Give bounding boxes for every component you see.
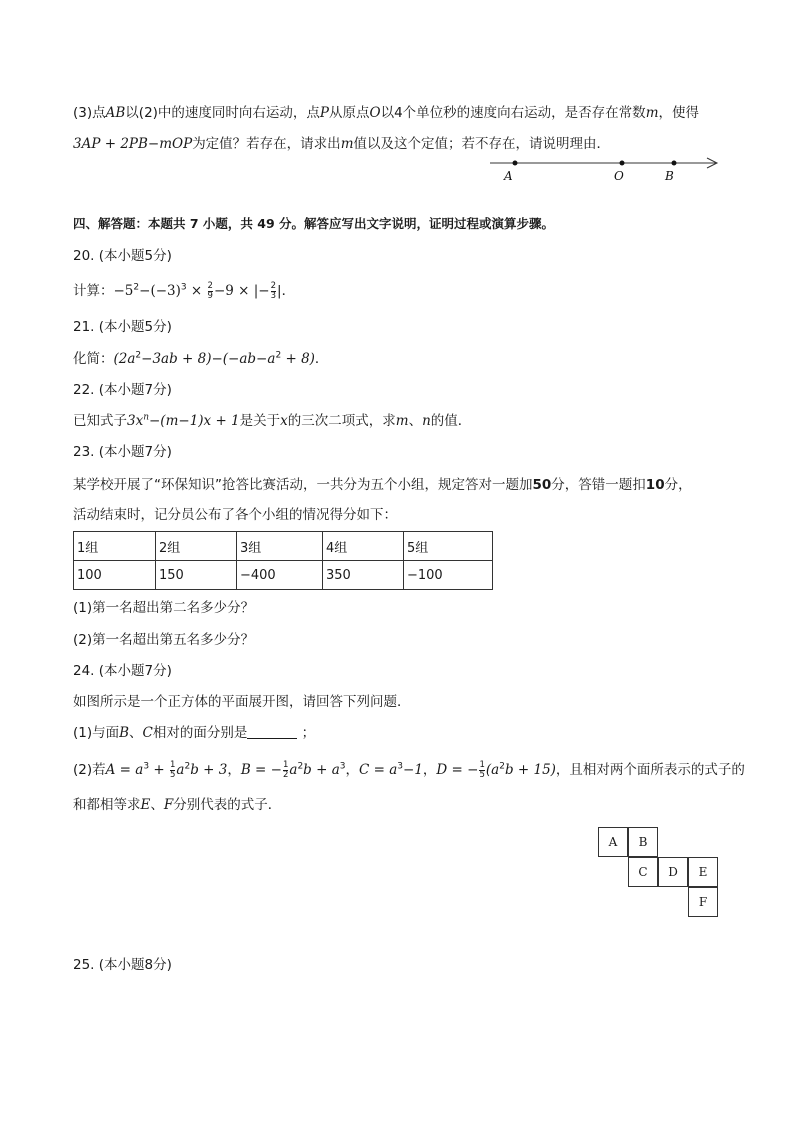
score-table <box>73 531 493 590</box>
q24-sub2-line2: 和都相等求E、F分别代表的式子． <box>73 797 282 813</box>
net-face-e: E <box>688 857 718 887</box>
point-b <box>672 161 677 166</box>
q23-sub1: (1)第一名超出第二名多少分？ <box>73 600 255 616</box>
q22-header: 22. (本小题7分) <box>73 382 172 398</box>
table-value-cell: −400 <box>237 561 323 590</box>
net-face-b: B <box>628 827 658 857</box>
point-a <box>513 161 518 166</box>
q24-sub1: (1)与面B、C相对的面分别是 ； <box>73 725 316 741</box>
q20-header: 20. (本小题5分) <box>73 248 172 264</box>
q20-body: 计算：$-5^2-(-3)^3$ × $\frac{2}{9}$ −9 × |− $\frac{2}{3}$ |． <box>73 280 296 301</box>
q24-sub2-line1: (2)若$A = a^3$ + $\frac{1}{5}$ $a^2b + 3$，B = − $\frac{1}{2}$ $a^2b + a^3$，$C = a^3-1$，D = − $\frac{1}{5}$ $(a^2b + 15)$，且相对两个面所表示的式子的 <box>73 759 745 780</box>
table-value-cell: −100 <box>404 561 493 590</box>
q23-line2: 活动结束时，记分员公布了各个小组的情况得分如下： <box>73 507 397 523</box>
net-face-d: D <box>658 857 688 887</box>
q25-header: 25. (本小题8分) <box>73 957 172 973</box>
fraction-2-3: $\frac{2}{3}$ <box>270 280 277 301</box>
fraction-1-5: $\frac{1}{5}$ <box>169 759 176 780</box>
fraction-1-5-d: $\frac{1}{5}$ <box>479 759 485 780</box>
table-header-cell: 2组 <box>156 532 237 561</box>
table-header-cell: 3组 <box>237 532 323 561</box>
section-heading: 四、解答题：本题共 7 小题，共 49 分。解答应写出文字说明，证明过程或演算步骤。 <box>73 216 555 231</box>
q22-body: 已知式子$3x^n-(m-1)x + 1$是关于x的三次二项式，求m、n的值． <box>73 412 472 429</box>
fraction-1-2: $\frac{1}{2}$ <box>282 759 289 780</box>
table-value-cell: 150 <box>156 561 237 590</box>
table-header-cell: 5组 <box>404 532 493 561</box>
table-header-cell: 4组 <box>323 532 404 561</box>
q23-header: 23. (本小题7分) <box>73 444 172 460</box>
q23-sub2: (2)第一名超出第五名多少分？ <box>73 632 255 648</box>
table-row-values <box>74 561 493 590</box>
label-b: B <box>665 169 674 183</box>
q19-part3-line2: 3AP + 2PB−mOP为定值？若存在，请求出m值以及这个定值；若不存在，请说明理由． <box>73 136 610 152</box>
table-value-cell: 350 <box>323 561 404 590</box>
q24-intro: 如图所示是一个正方体的平面展开图，请回答下列问题． <box>73 694 411 710</box>
table-header-cell: 1组 <box>74 532 156 561</box>
point-o <box>620 161 625 166</box>
answer-blank[interactable] <box>247 724 297 739</box>
q24-header: 24. (本小题7分) <box>73 663 172 679</box>
net-face-a: A <box>598 827 628 857</box>
q21-body: 化简：$(2a^2-3ab + 8)-(-ab-a^2 + 8)$． <box>73 350 329 367</box>
table-row-headers <box>74 532 493 561</box>
net-face-c: C <box>628 857 658 887</box>
q19-part3-line1: (3)点AB以(2)中的速度同时向右运动，点P从原点O以4个单位秒的速度向右运动，是否存在常数m，使得 <box>73 105 699 121</box>
fraction-2-9: $\frac{2}{9}$ <box>207 280 213 301</box>
label-a: A <box>504 169 513 183</box>
q21-header: 21. (本小题5分) <box>73 319 172 335</box>
net-face-f: F <box>688 887 718 917</box>
label-o: O <box>614 169 624 183</box>
q23-line1: 某学校开展了“环保知识”抢答比赛活动，一共分为五个小组，规定答对一题加50分，答错一题扣10分， <box>73 477 692 493</box>
number-line-diagram <box>488 152 724 186</box>
table-value-cell: 100 <box>74 561 156 590</box>
